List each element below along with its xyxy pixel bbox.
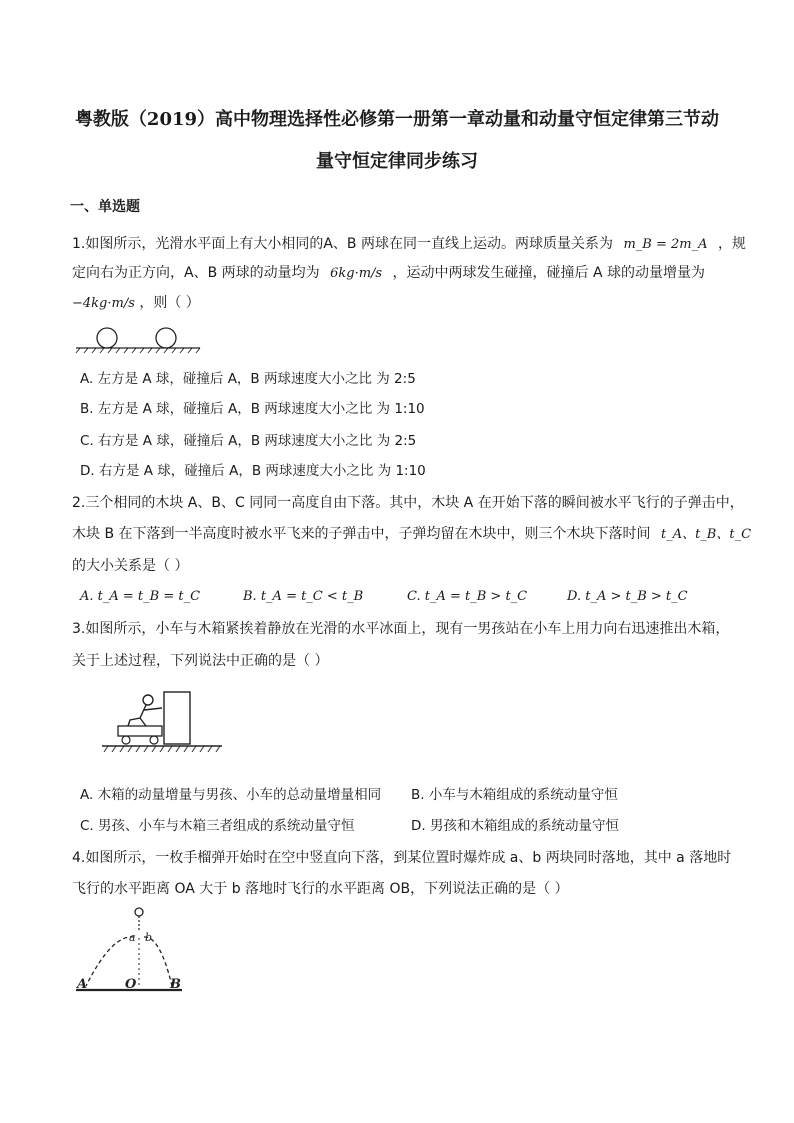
q3-stem-line-2: 关于上述过程，下列说法中正确的是（ ） [72,653,329,669]
point-o-label: O [125,977,137,992]
q4-stem-line-2: 飞行的水平距离 OA 大于 b 落地时飞行的水平距离 OB，下列说法正确的是（ ） [72,881,569,897]
q3-option-d[interactable]: D. 男孩和木箱组成的系统动量守恒 [411,818,619,834]
q1-figure-two-balls [74,326,204,354]
q1-text-1-end: ，规 [717,236,746,252]
fragment-b-label: b [145,931,153,944]
q2-stem-line-3: 的大小关系是（ ） [72,558,189,574]
q2-option-c[interactable]: C. t_A = t_B > t_C [407,589,528,604]
q2-option-d[interactable]: D. t_A > t_B > t_C [567,589,688,604]
q1-option-c[interactable]: C. 右方是 A 球，碰撞后 A，B 两球速度大小之比 为 2:5 [80,433,417,449]
q3-option-a[interactable]: A. 木箱的动量增量与男孩、小车的总动量增量相同 [80,787,382,803]
point-a-label: A [77,977,88,992]
q2-stem-line-2 [72,525,751,544]
q1-momentum-delta: −4kg·m/s [72,296,135,311]
grenade-icon [135,908,143,916]
q1-option-d[interactable]: D. 右方是 A 球，碰撞后 A，B 两球速度大小之比 为 1:10 [80,463,426,479]
page-title-line-1: 粤教版（2019）高中物理选择性必修第一册第一章动量和动量守恒定律第三节动 [74,109,720,130]
ball-right-icon [156,328,176,348]
q2-option-a[interactable]: A. t_A = t_B = t_C [80,589,201,604]
q3-stem-line-1: 3.如图所示，小车与木箱紧挨着静放在光滑的水平冰面上，现有一男孩站在小车上用力向右迅速推出木箱， [72,621,730,637]
q2-times: t_A、t_B、t_C [660,527,752,542]
q1-option-b[interactable]: B. 左方是 A 球，碰撞后 A，B 两球速度大小之比 为 1:10 [80,401,425,417]
q1-text-3-end: ，则（ ） [139,295,200,311]
q1-text-2: 定向右为正方向，A、B 两球的动量均为 [72,265,320,281]
boy-icon [128,695,162,726]
q2-text-2: 木块 B 在下落到一半高度时被水平飞来的子弹击中，子弹均留在木块中，则三个木块下落时间 [72,526,651,542]
q1-momentum: 6kg·m/s [330,266,383,281]
cart-icon [118,726,162,736]
q1-stem-line-1 [72,235,746,254]
point-b-label: B [170,977,181,992]
q3-option-c[interactable]: C. 男孩、小车与木箱三者组成的系统动量守恒 [80,818,355,834]
q1-mass-relation: m_B = 2m_A [623,237,708,252]
q2-option-b[interactable]: B. t_A = t_C < t_B [243,589,364,604]
q3-option-b[interactable]: B. 小车与木箱组成的系统动量守恒 [411,787,618,803]
q1-option-a[interactable]: A. 左方是 A 球，碰撞后 A，B 两球速度大小之比 为 2:5 [80,371,416,387]
section-heading: 一、单选题 [70,199,140,215]
fragment-a-label: a [129,931,136,944]
page-title-line-2: 量守恒定律同步练习 [316,151,478,172]
ball-left-icon [97,328,117,348]
q3-figure-boy-cart-box [100,688,225,756]
q1-text-1: 1.如图所示，光滑水平面上有大小相同的A、B 两球在同一直线上运动。两球质量关系为 [72,236,613,252]
q1-stem-line-3 [72,294,200,313]
q1-stem-line-2 [72,264,705,283]
q4-stem-line-1: 4.如图所示，一枚手榴弹开始时在空中竖直向下落，到某位置时爆炸成 a、b 两块同时落地，其中 a 落地时 [72,850,732,866]
q1-text-2-end: ，运动中两球发生碰撞，碰撞后 A 球的动量增量为 [392,265,706,281]
q4-figure-grenade-explosion [72,904,187,996]
wooden-box-icon [164,692,190,744]
q2-stem-line-1: 2.三个相同的木块 A、B、C 同同一高度自由下落。其中，木块 A 在开始下落的瞬间被水平飞行的子弹击中， [72,495,744,511]
